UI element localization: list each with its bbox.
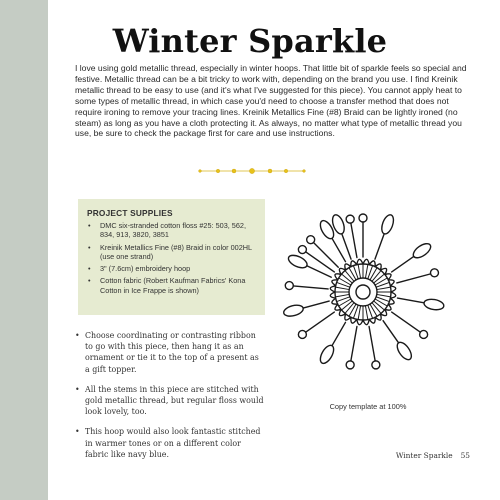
embroidery-template-illustration xyxy=(278,187,448,387)
supply-item: • Cotton fabric (Robert Kaufman Fabrics' Kona Cotton in Ice Frappe is shown) xyxy=(87,276,259,295)
page-side-strip xyxy=(0,0,48,500)
page-footer xyxy=(396,451,470,460)
tip-item: • All the stems in this piece are stitched with gold metallic thread, but regular floss would look lovely, too. xyxy=(74,384,264,418)
page-number: 55 xyxy=(460,451,470,460)
page-title: Winter Sparkle xyxy=(112,22,388,60)
supply-item: • DMC six-stranded cotton floss #25: 503, 562, 834, 913, 3820, 3851 xyxy=(87,221,259,240)
footer-section-title: Winter Sparkle xyxy=(395,451,453,460)
tips-list xyxy=(74,330,264,469)
template-caption: Copy template at 100% xyxy=(329,402,407,411)
supplies-heading: PROJECT SUPPLIES xyxy=(87,208,173,218)
supplies-list xyxy=(87,221,259,298)
sparkle-divider xyxy=(198,167,306,175)
supply-item: • Kreinik Metallics Fine (#8) Braid in color 002HL (use one strand) xyxy=(87,243,259,262)
tip-item: • Choose coordinating or contrasting ribbon to go with this piece, then hang it as an ornament or tie it to the top of a present as a gift topper. xyxy=(74,330,264,375)
tip-item: • This hoop would also look fantastic stitched in warmer tones or on a different color fabric like navy blue. xyxy=(74,426,264,460)
project-supplies-box xyxy=(78,199,265,315)
supply-item: • 3" (7.6cm) embroidery hoop xyxy=(87,264,259,273)
intro-paragraph: I love using gold metallic thread, especially in winter hoops. That little bit of sparkle feels so special and festive. Metallic thread can be a bit tricky to work with, depending on the brand you use. I find Kreinik metallic thread to be easy to use (and it's what I've suggested for this piece). You cannot apply heat to some types of metallic thread, in which case you'd need to choose a transfer method that does not require ironing to remove your tracing lines. Kreinik Metallics Fine (#8) Braid can be lightly ironed (no steam) as long as you have a cloth protecting it. As always, no matter what type of metallic thread you use, be sure to check the package first for care and use instructions. xyxy=(75,63,467,139)
